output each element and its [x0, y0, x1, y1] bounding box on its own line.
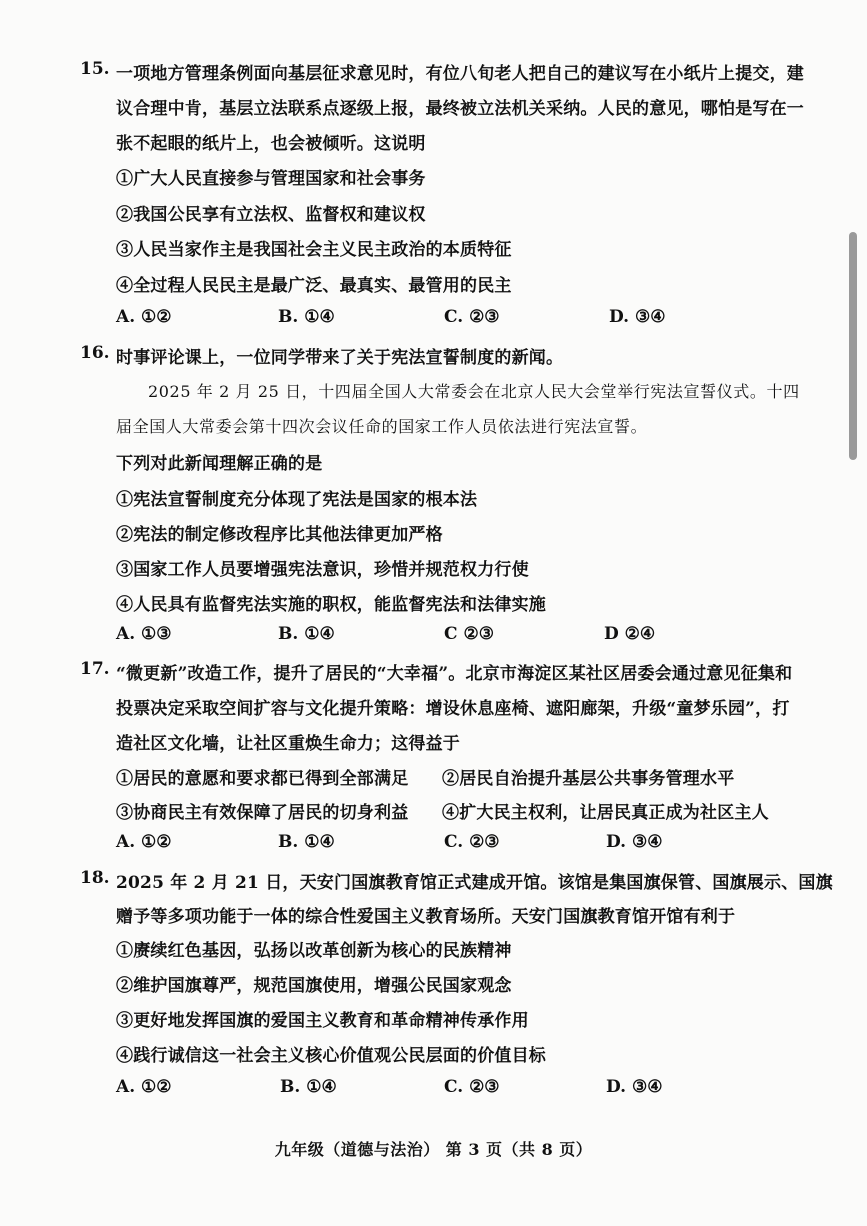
option-a: A. ①②	[116, 832, 172, 852]
option-b: B. ①④	[278, 832, 335, 852]
statement: ④践行诚信这一社会主义核心价值观公民层面的价值目标	[116, 1046, 546, 1066]
option-b: B. ①④	[280, 1077, 337, 1097]
stem-line: 赠予等多项功能于一体的综合性爱国主义教育场所。天安门国旗教育馆开馆有利于	[116, 907, 736, 927]
question-number: 15.	[80, 59, 110, 79]
option-a: A. ①③	[116, 624, 172, 644]
option-a: A. ①②	[116, 1077, 172, 1097]
option-d: D ②④	[604, 624, 656, 644]
statement: ③国家工作人员要增强宪法意识，珍惜并规范权力行使	[116, 560, 529, 580]
prompt: 下列对此新闻理解正确的是	[116, 454, 323, 474]
question-number: 17.	[80, 659, 110, 679]
statement: ③人民当家作主是我国社会主义民主政治的本质特征	[116, 240, 512, 260]
statement: ④人民具有监督宪法实施的职权，能监督宪法和法律实施	[116, 595, 546, 615]
statement: ②居民自治提升基层公共事务管理水平	[442, 769, 735, 789]
stem-line: 造社区文化墙，让社区重焕生命力；这得益于	[116, 734, 460, 754]
option-d: D. ③④	[606, 832, 663, 852]
scrollbar[interactable]	[849, 232, 857, 460]
statement: ①宪法宣誓制度充分体现了宪法是国家的根本法	[116, 490, 478, 510]
statement: ②宪法的制定修改程序比其他法律更加严格	[116, 525, 443, 545]
question-number: 16.	[80, 343, 110, 363]
statement: ①广大人民直接参与管理国家和社会事务	[116, 169, 426, 189]
option-c: C. ②③	[444, 307, 500, 327]
news-quote-line: 届全国人大常委会第十四次会议任命的国家工作人员依法进行宪法宣誓。	[116, 417, 648, 436]
statement: ③协商民主有效保障了居民的切身利益	[116, 803, 409, 823]
option-d: D. ③④	[609, 307, 666, 327]
stem-line: 投票决定采取空间扩容与文化提升策略：增设休息座椅、遮阳廊架，升级“童梦乐园”，打	[116, 699, 790, 719]
statement: ④扩大民主权利，让居民真正成为社区主人	[442, 803, 769, 823]
question-number: 18.	[80, 868, 110, 888]
option-c: C. ②③	[444, 832, 500, 852]
stem-line: 一项地方管理条例面向基层征求意见时，有位八旬老人把自己的建议写在小纸片上提交，建	[116, 64, 804, 84]
stem-line: 2025 年 2 月 21 日，天安门国旗教育馆正式建成开馆。该馆是集国旗保管、国旗展示、国旗	[116, 873, 833, 893]
stem-line: 张不起眼的纸片上，也会被倾听。这说明	[116, 134, 426, 154]
statement: ②我国公民享有立法权、监督权和建议权	[116, 205, 426, 225]
page-footer: 九年级（道德与法治） 第 3 页（共 8 页）	[274, 1140, 593, 1159]
statement: ③更好地发挥国旗的爱国主义教育和革命精神传承作用	[116, 1011, 529, 1031]
statement: ①居民的意愿和要求都已得到全部满足	[116, 769, 409, 789]
statement: ②维护国旗尊严，规范国旗使用，增强公民国家观念	[116, 976, 512, 996]
stem-line: 议合理中肯，基层立法联系点逐级上报，最终被立法机关采纳。人民的意见，哪怕是写在一	[116, 99, 804, 119]
option-a: A. ①②	[116, 307, 172, 327]
option-c: C ②③	[444, 624, 494, 644]
option-d: D. ③④	[606, 1077, 663, 1097]
option-c: C. ②③	[444, 1077, 500, 1097]
stem-line: “微更新”改造工作，提升了居民的“大幸福”。北京市海淀区某社区居委会通过意见征集和	[116, 664, 793, 684]
stem-line: 时事评论课上，一位同学带来了关于宪法宣誓制度的新闻。	[116, 348, 564, 368]
option-b: B. ①④	[278, 307, 335, 327]
statement: ①赓续红色基因，弘扬以改革创新为核心的民族精神	[116, 941, 512, 961]
statement: ④全过程人民民主是最广泛、最真实、最管用的民主	[116, 276, 512, 296]
news-quote-line: 2025 年 2 月 25 日，十四届全国人大常委会在北京人民大会堂举行宪法宣誓仪式。十四	[148, 382, 800, 401]
option-b: B. ①④	[278, 624, 335, 644]
